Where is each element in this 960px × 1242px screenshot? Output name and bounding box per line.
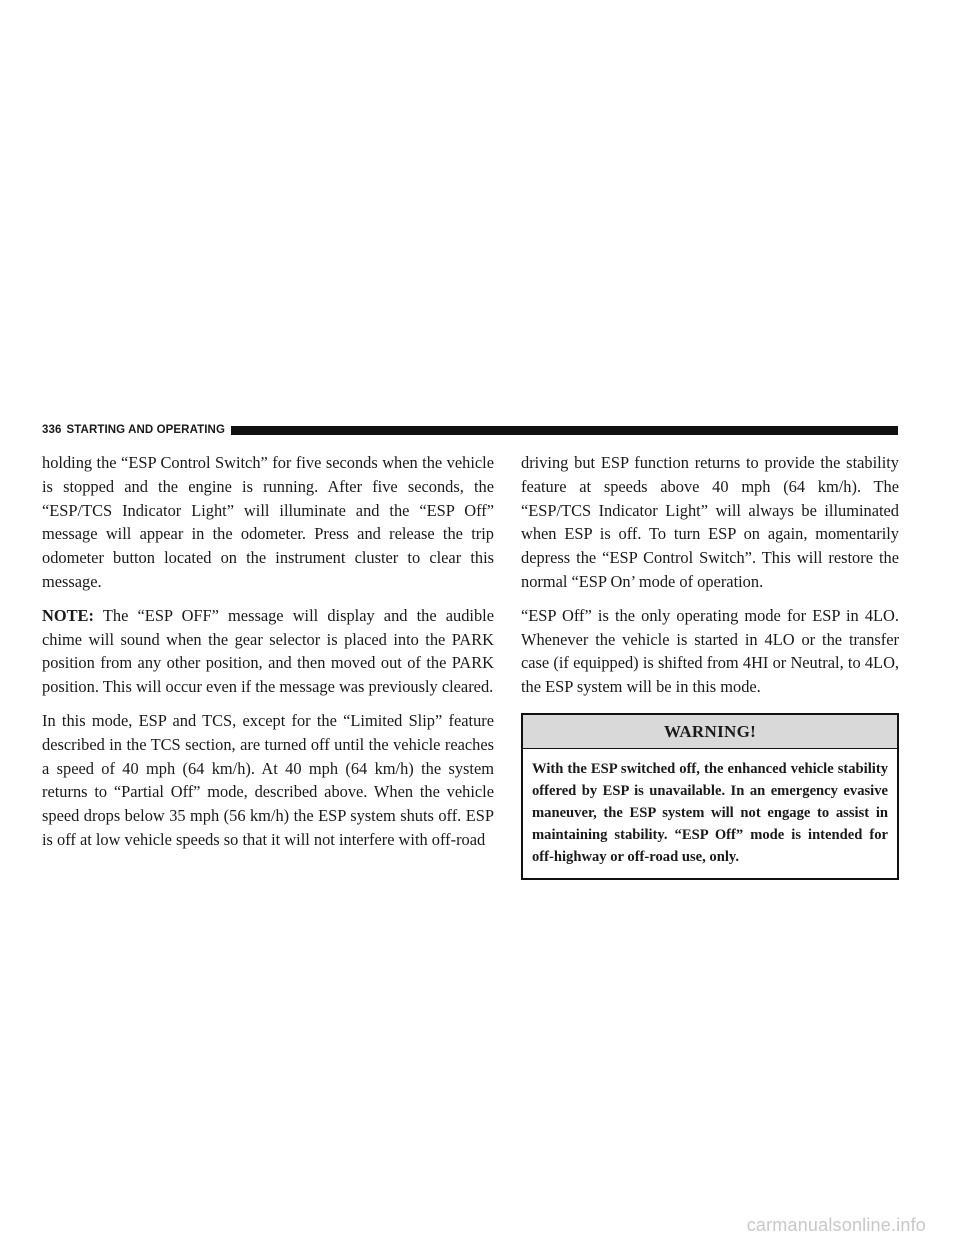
warning-box — [521, 713, 899, 880]
note-text: The “ESP OFF” message will display and the audible chime will sound when the gear selector is placed into the PARK position from any other position, and then moved out of the PARK position. This will occur even if the message was previously cleared. — [42, 605, 494, 697]
warning-title: WARNING! — [523, 715, 897, 749]
paragraph-mode-description: In this mode, ESP and TCS, except for the “Limited Slip” feature described in the TCS section, are turned off until the vehicle reaches a speed of 40 mph (64 km/h). At 40 mph (64 km/h) the system returns to “Partial Off” mode, described above. When the vehicle speed drops below 35 mph (56 km/h) the ESP system shuts off. ESP is off at low vehicle speeds so that it will not interfere with off-road — [42, 710, 494, 849]
watermark: carmanualsonline.info — [746, 1215, 926, 1235]
header-rule — [231, 426, 898, 435]
paragraph-esp-off-activation: holding the “ESP Control Switch” for five seconds when the vehicle is stopped and the engine is running. After five seconds, the “ESP/TCS Indicator Light” will illuminate and the “ESP Off” message will appear in the odometer. Press and release the trip odometer button located on the instrument cluster to clear this message. — [42, 453, 494, 591]
page-number: 336 — [42, 424, 62, 436]
section-title: STARTING AND OPERATING — [66, 424, 226, 436]
paragraph-4lo-mode: “ESP Off” is the only operating mode for ESP in 4LO. Whenever the vehicle is started in 4LO or the transfer case (if equipped) is shifted from 4HI or Neutral, to 4LO, the ESP system will be in this mode. — [521, 605, 899, 697]
right-column — [521, 451, 899, 880]
page-header — [42, 423, 898, 437]
warning-text: With the ESP switched off, the enhanced vehicle stability offered by ESP is unavailable. In an emergency evasive maneuver, the ESP system will not engage to assist in maintaining stability. “ESP Off” mode is intended for off-highway or off-road use, only. — [532, 760, 888, 865]
note-label: NOTE: — [42, 605, 94, 625]
left-column — [42, 451, 494, 862]
note-paragraph — [42, 604, 494, 699]
paragraph-esp-return: driving but ESP function returns to provide the stability feature at speeds above 40 mph (64 km/h). The “ESP/TCS Indicator Light” will always be illuminated when ESP is off. To turn ESP on again, momentarily depress the “ESP Control Switch”. This will restore the normal “ESP On’ mode of operation. — [521, 453, 899, 591]
